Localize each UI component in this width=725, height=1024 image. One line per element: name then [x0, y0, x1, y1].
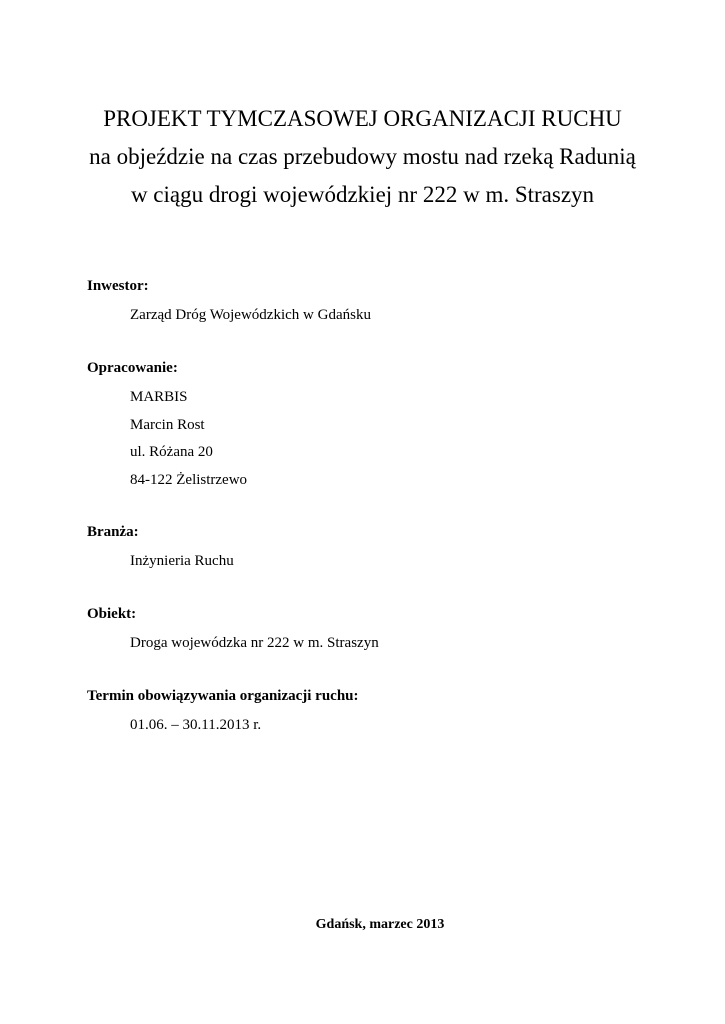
obiekt-label: Obiekt:	[87, 606, 137, 622]
opracowanie-section	[87, 358, 687, 494]
obiekt-section	[87, 604, 687, 658]
title-line-2: na objeździe na czas przebudowy mostu nad rzeką Radunią	[89, 144, 636, 169]
opracowanie-person: Marcin Rost	[130, 416, 205, 433]
opracowanie-company: MARBIS	[130, 389, 188, 405]
title-line-3: w ciągu drogi wojewódzkiej nr 222 w m. Straszyn	[130, 182, 595, 207]
place-date: Gdańsk, marzec 2013	[315, 917, 445, 932]
opracowanie-label: Opracowanie:	[87, 360, 178, 376]
termin-label: Termin obowiązywania organizacji ruchu:	[87, 688, 359, 704]
obiekt-value: Droga wojewódzka nr 222 w m. Straszyn	[130, 635, 379, 651]
inwestor-section	[87, 276, 687, 330]
branza-section	[87, 522, 687, 576]
title-line-1: PROJEKT TYMCZASOWEJ ORGANIZACJI RUCHU	[103, 106, 622, 131]
inwestor-value: Zarząd Dróg Wojewódzkich w Gdańsku	[130, 307, 371, 323]
opracowanie-city: 84-122 Żelistrzewo	[130, 471, 248, 488]
termin-value: 01.06. – 30.11.2013 r.	[130, 717, 262, 733]
termin-section	[87, 686, 687, 740]
branza-value: Inżynieria Ruchu	[130, 553, 234, 569]
opracowanie-street: ul. Różana 20	[130, 444, 213, 460]
inwestor-label: Inwestor:	[87, 278, 149, 294]
document-title	[0, 100, 725, 214]
branza-label: Branża:	[87, 524, 139, 540]
